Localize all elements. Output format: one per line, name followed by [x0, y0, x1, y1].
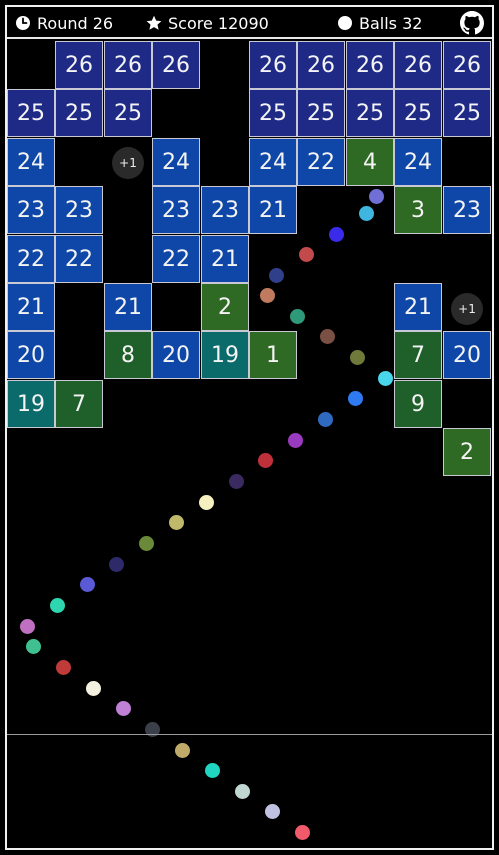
brick: 26: [152, 41, 200, 89]
brick: 8: [104, 331, 152, 379]
ball: [290, 309, 305, 324]
ball: [299, 247, 314, 262]
ball: [139, 536, 154, 551]
brick: 21: [201, 235, 249, 283]
brick: 24: [7, 138, 55, 186]
ball: [265, 804, 280, 819]
ball: [295, 825, 310, 840]
game-board[interactable]: [7, 41, 492, 850]
ball: [288, 433, 303, 448]
status-bar: [7, 7, 492, 39]
brick: 7: [394, 331, 442, 379]
ball: [199, 495, 214, 510]
round-indicator: [15, 12, 113, 34]
brick: 25: [443, 89, 491, 137]
brick: 24: [249, 138, 297, 186]
game-frame: [5, 5, 494, 850]
brick: 22: [7, 235, 55, 283]
brick: 23: [443, 186, 491, 234]
ball: [109, 557, 124, 572]
brick: 20: [7, 331, 55, 379]
brick: 21: [394, 283, 442, 331]
ball: [20, 619, 35, 634]
brick: 26: [346, 41, 394, 89]
ball: [350, 350, 365, 365]
star-icon: [146, 15, 162, 31]
brick: 19: [7, 380, 55, 428]
ball: [229, 474, 244, 489]
brick: 25: [394, 89, 442, 137]
brick: 23: [152, 186, 200, 234]
brick: 25: [7, 89, 55, 137]
ball: [348, 391, 363, 406]
brick: 4: [346, 138, 394, 186]
ball: [86, 681, 101, 696]
brick: 7: [55, 380, 103, 428]
brick: 25: [297, 89, 345, 137]
brick: 20: [152, 331, 200, 379]
ball: [50, 598, 65, 613]
brick: 23: [201, 186, 249, 234]
ball: [56, 660, 71, 675]
ball: [329, 227, 344, 242]
brick: 25: [249, 89, 297, 137]
brick: 2: [201, 283, 249, 331]
ball: [26, 639, 41, 654]
brick: 21: [249, 186, 297, 234]
brick: 2: [443, 428, 491, 476]
ball: [258, 453, 273, 468]
brick: 3: [394, 186, 442, 234]
brick: 21: [7, 283, 55, 331]
brick: 26: [249, 41, 297, 89]
brick: 26: [394, 41, 442, 89]
balls-indicator: [337, 12, 422, 34]
floor-line: [7, 734, 492, 735]
ball: [269, 268, 284, 283]
brick: 20: [443, 331, 491, 379]
round-label: Round 26: [37, 13, 114, 33]
brick: 21: [104, 283, 152, 331]
ball: [260, 288, 275, 303]
brick: 25: [346, 89, 394, 137]
brick: 26: [297, 41, 345, 89]
ball: [205, 763, 220, 778]
clock-icon: [15, 15, 31, 31]
ball: [116, 701, 131, 716]
ball: [359, 206, 374, 221]
ball: [318, 412, 333, 427]
brick: 1: [249, 331, 297, 379]
brick: 26: [104, 41, 152, 89]
extra-ball-pickup: +1: [451, 293, 483, 325]
ball: [369, 189, 384, 204]
balls-label: Balls 32: [359, 13, 423, 33]
ball: [235, 784, 250, 799]
brick: 9: [394, 380, 442, 428]
score-indicator: [146, 12, 269, 34]
ball: [320, 329, 335, 344]
ball-icon: [337, 15, 353, 31]
github-icon[interactable]: [460, 11, 484, 35]
brick: 23: [7, 186, 55, 234]
brick: 23: [55, 186, 103, 234]
ball: [378, 371, 393, 386]
ball: [175, 743, 190, 758]
brick: 25: [104, 89, 152, 137]
brick: 22: [152, 235, 200, 283]
score-label: Score 12090: [168, 13, 269, 33]
brick: 24: [394, 138, 442, 186]
extra-ball-pickup: +1: [112, 147, 144, 179]
brick: 24: [152, 138, 200, 186]
brick: 26: [55, 41, 103, 89]
brick: 19: [201, 331, 249, 379]
brick: 25: [55, 89, 103, 137]
ball: [169, 515, 184, 530]
brick: 22: [55, 235, 103, 283]
brick: 22: [297, 138, 345, 186]
brick: 26: [443, 41, 491, 89]
ball: [80, 577, 95, 592]
